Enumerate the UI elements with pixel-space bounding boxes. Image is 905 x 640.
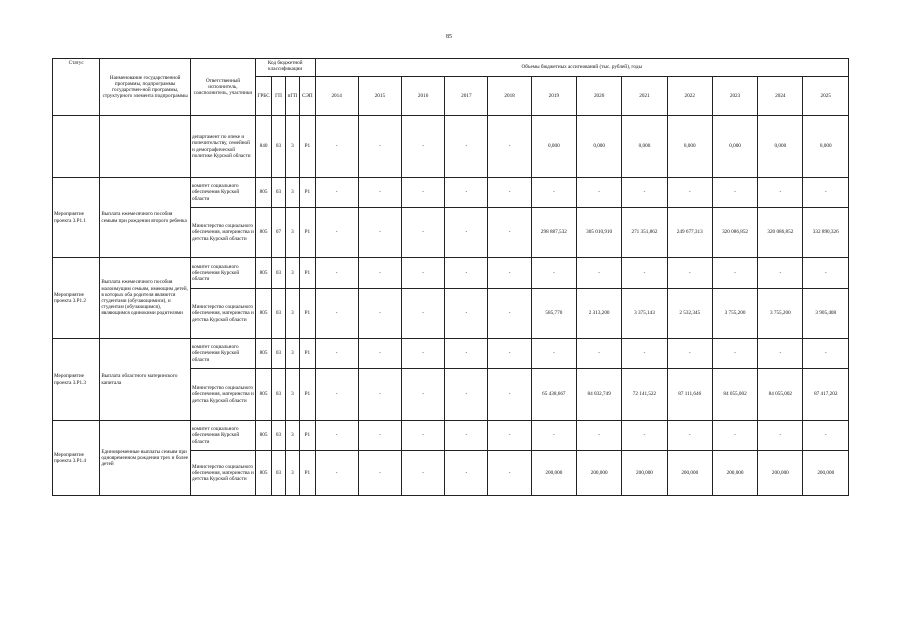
- row-code-0: 805: [255, 289, 271, 339]
- row-value-2020: -: [577, 178, 622, 208]
- row-code-2: 3: [285, 289, 299, 339]
- row-value-2016: -: [402, 208, 445, 258]
- row-value-2025: 200,000: [803, 451, 849, 496]
- row-code-0: 805: [255, 258, 271, 289]
- budget-table: [52, 58, 849, 496]
- row-name: Выплата областного материнского капитала: [100, 339, 191, 421]
- row-code-1: 03: [272, 258, 285, 289]
- header-status: Статус: [53, 59, 100, 116]
- row-code-3: P1: [300, 178, 315, 208]
- row-code-0: 805: [255, 451, 271, 496]
- row-value-2017: -: [445, 116, 488, 178]
- table-row: [53, 339, 849, 369]
- header-code-1: ГП: [272, 77, 285, 116]
- row-value-2016: -: [402, 451, 445, 496]
- row-code-3: P1: [300, 208, 315, 258]
- row-code-0: 805: [255, 178, 271, 208]
- row-code-3: P1: [300, 451, 315, 496]
- row-value-2019: 200,000: [531, 451, 576, 496]
- row-value-2021: 3 375,143: [622, 289, 667, 339]
- row-value-2020: 2 313,200: [577, 289, 622, 339]
- row-value-2014: -: [315, 451, 358, 496]
- row-value-2020: -: [577, 258, 622, 289]
- row-value-2017: -: [445, 421, 488, 451]
- row-code-3: P1: [300, 289, 315, 339]
- row-status: [53, 116, 100, 178]
- row-value-2018: -: [488, 369, 531, 421]
- row-value-2016: -: [402, 369, 445, 421]
- row-code-2: 3: [285, 258, 299, 289]
- row-value-2017: -: [445, 451, 488, 496]
- row-value-2019: -: [531, 258, 576, 289]
- row-status: Мероприятие проекта 3.P1.3: [53, 339, 100, 421]
- row-value-2024: -: [758, 178, 803, 208]
- row-value-2021: 200,000: [622, 451, 667, 496]
- row-value-2018: -: [488, 178, 531, 208]
- row-value-2022: 0,000: [667, 116, 712, 178]
- row-value-2024: -: [758, 421, 803, 451]
- row-value-2021: -: [622, 421, 667, 451]
- row-code-2: 3: [285, 369, 299, 421]
- row-code-0: 805: [255, 339, 271, 369]
- row-value-2023: -: [712, 421, 757, 451]
- row-value-2021: 271 351,862: [622, 208, 667, 258]
- header-year-11: 2025: [803, 77, 849, 116]
- row-value-2016: -: [402, 339, 445, 369]
- header-code-3: СЭП: [300, 77, 315, 116]
- row-value-2019: 585,770: [531, 289, 576, 339]
- row-name: Выплата ежемесячного пособия малоимущим семьям, имеющим детей, в которых оба родителя являются студентами (обучающимися), и студентам (обучающимся), являющимся одинокими родителями: [100, 258, 191, 339]
- row-value-2019: -: [531, 178, 576, 208]
- table-row: [53, 258, 849, 289]
- row-value-2016: -: [402, 258, 445, 289]
- row-executor: Министерство социального обеспечения, материнства и детства Курской области: [190, 451, 255, 496]
- row-value-2018: -: [488, 208, 531, 258]
- row-code-3: P1: [300, 258, 315, 289]
- row-code-0: 805: [255, 208, 271, 258]
- row-value-2020: 0,000: [577, 116, 622, 178]
- row-value-2014: -: [315, 369, 358, 421]
- row-value-2017: -: [445, 258, 488, 289]
- row-value-2016: -: [402, 116, 445, 178]
- row-code-2: 3: [285, 116, 299, 178]
- row-value-2021: 0,000: [622, 116, 667, 178]
- row-value-2019: 298 887,532: [531, 208, 576, 258]
- table-row: [53, 421, 849, 451]
- row-code-1: 03: [272, 421, 285, 451]
- page-number: 85: [446, 34, 452, 40]
- row-code-3: P1: [300, 116, 315, 178]
- row-value-2022: 2 532,345: [667, 289, 712, 339]
- row-status: Мероприятие проекта 3.P1.2: [53, 258, 100, 339]
- row-value-2019: -: [531, 421, 576, 451]
- header-year-7: 2021: [622, 77, 667, 116]
- row-code-2: 3: [285, 208, 299, 258]
- row-value-2022: -: [667, 339, 712, 369]
- row-value-2021: -: [622, 258, 667, 289]
- row-code-1: 03: [272, 369, 285, 421]
- row-value-2020: 305 010,910: [577, 208, 622, 258]
- row-value-2014: -: [315, 258, 358, 289]
- row-code-1: 03: [272, 178, 285, 208]
- row-value-2021: -: [622, 178, 667, 208]
- row-value-2020: 200,000: [577, 451, 622, 496]
- row-code-0: 805: [255, 421, 271, 451]
- row-value-2019: 65 438,667: [531, 369, 576, 421]
- header-year-4: 2018: [488, 77, 531, 116]
- row-value-2016: -: [402, 421, 445, 451]
- row-value-2015: -: [358, 116, 401, 178]
- row-code-1: 03: [272, 339, 285, 369]
- row-value-2015: -: [358, 289, 401, 339]
- row-name: [100, 116, 191, 178]
- row-value-2023: -: [712, 339, 757, 369]
- row-value-2024: 320 086,852: [758, 208, 803, 258]
- row-value-2015: -: [358, 258, 401, 289]
- row-value-2021: 72 141,522: [622, 369, 667, 421]
- header-year-0: 2014: [315, 77, 358, 116]
- row-value-2022: 87 111,646: [667, 369, 712, 421]
- header-year-6: 2020: [577, 77, 622, 116]
- row-code-1: 03: [272, 116, 285, 178]
- row-value-2014: -: [315, 208, 358, 258]
- row-value-2024: 3 755,200: [758, 289, 803, 339]
- table-body: [53, 116, 849, 496]
- row-value-2018: -: [488, 421, 531, 451]
- row-value-2023: 3 755,200: [712, 289, 757, 339]
- row-value-2014: -: [315, 116, 358, 178]
- row-value-2016: -: [402, 178, 445, 208]
- row-value-2024: -: [758, 339, 803, 369]
- header-year-5: 2019: [531, 77, 576, 116]
- row-value-2024: -: [758, 258, 803, 289]
- row-name: Единовременные выплаты семьям при одновременном рождении трех и более детей: [100, 421, 191, 496]
- table-header: [53, 59, 849, 116]
- row-value-2018: -: [488, 289, 531, 339]
- row-value-2025: 332 890,326: [803, 208, 849, 258]
- row-value-2014: -: [315, 178, 358, 208]
- row-value-2016: -: [402, 289, 445, 339]
- row-executor: Министерство социального обеспечения, материнства и детства Курской области: [190, 289, 255, 339]
- header-year-9: 2023: [712, 77, 757, 116]
- row-value-2024: 84 055,002: [758, 369, 803, 421]
- header-year-10: 2024: [758, 77, 803, 116]
- row-value-2015: -: [358, 421, 401, 451]
- row-value-2017: -: [445, 178, 488, 208]
- row-value-2018: -: [488, 258, 531, 289]
- row-value-2017: -: [445, 289, 488, 339]
- row-value-2015: -: [358, 208, 401, 258]
- row-value-2022: 249 677,313: [667, 208, 712, 258]
- row-value-2020: -: [577, 339, 622, 369]
- row-value-2014: -: [315, 339, 358, 369]
- row-value-2025: 3 905,408: [803, 289, 849, 339]
- row-value-2015: -: [358, 339, 401, 369]
- header-year-2: 2016: [402, 77, 445, 116]
- row-value-2017: -: [445, 208, 488, 258]
- row-value-2015: -: [358, 178, 401, 208]
- row-value-2022: -: [667, 258, 712, 289]
- table-row: [53, 178, 849, 208]
- row-value-2019: 0,000: [531, 116, 576, 178]
- row-value-2024: 200,000: [758, 451, 803, 496]
- row-name: Выплата ежемесячного пособия семьям при рождении второго ребенка: [100, 178, 191, 258]
- row-code-3: P1: [300, 339, 315, 369]
- row-value-2014: -: [315, 289, 358, 339]
- row-value-2018: -: [488, 116, 531, 178]
- header-name: Наименование государственной программы, подпрограммы государствен-ной программы, структурного элемента подпрограммы: [100, 59, 191, 116]
- header-year-8: 2022: [667, 77, 712, 116]
- row-value-2023: -: [712, 258, 757, 289]
- row-value-2022: -: [667, 421, 712, 451]
- row-code-0: 805: [255, 369, 271, 421]
- row-executor: комитет социального обеспечения Курской области: [190, 421, 255, 451]
- row-executor: Министерство социального обеспечения, материнства и детства Курской области: [190, 208, 255, 258]
- row-code-1: 03: [272, 451, 285, 496]
- row-value-2022: -: [667, 178, 712, 208]
- row-value-2018: -: [488, 339, 531, 369]
- row-value-2025: 87 417,202: [803, 369, 849, 421]
- row-value-2015: -: [358, 369, 401, 421]
- row-value-2018: -: [488, 451, 531, 496]
- row-code-1: 03: [272, 289, 285, 339]
- row-value-2021: -: [622, 339, 667, 369]
- row-value-2023: 200,000: [712, 451, 757, 496]
- row-value-2025: -: [803, 258, 849, 289]
- row-code-2: 3: [285, 178, 299, 208]
- row-value-2019: -: [531, 339, 576, 369]
- row-code-0: 840: [255, 116, 271, 178]
- row-code-1: 07: [272, 208, 285, 258]
- row-code-3: P1: [300, 369, 315, 421]
- row-code-3: P1: [300, 421, 315, 451]
- row-executor: комитет социального обеспечения Курской области: [190, 178, 255, 208]
- row-value-2024: 0,000: [758, 116, 803, 178]
- row-value-2015: -: [358, 451, 401, 496]
- row-value-2020: 84 032,749: [577, 369, 622, 421]
- header-code-2: пГП: [285, 77, 299, 116]
- row-value-2017: -: [445, 369, 488, 421]
- row-value-2022: 200,000: [667, 451, 712, 496]
- header-volumes: Объемы бюджетных ассигнований (тыс. рублей), годы: [315, 59, 848, 77]
- row-value-2025: 0,000: [803, 116, 849, 178]
- row-value-2020: -: [577, 421, 622, 451]
- header-code-0: ГРБС: [255, 77, 271, 116]
- row-value-2023: 84 055,002: [712, 369, 757, 421]
- row-code-2: 3: [285, 339, 299, 369]
- row-value-2025: -: [803, 178, 849, 208]
- row-code-2: 3: [285, 451, 299, 496]
- row-value-2023: 0,000: [712, 116, 757, 178]
- row-code-2: 3: [285, 421, 299, 451]
- row-executor: департамент по опеке и попечительству, семейной и демографической политике Курской области: [190, 116, 255, 178]
- header-year-3: 2017: [445, 77, 488, 116]
- row-value-2025: -: [803, 421, 849, 451]
- row-status: Мероприятие проекта 3.P1.1: [53, 178, 100, 258]
- row-executor: комитет социального обеспечения Курской области: [190, 339, 255, 369]
- table-row: [53, 116, 849, 178]
- row-value-2014: -: [315, 421, 358, 451]
- row-executor: Министерство социального обеспечения, материнства и детства Курской области: [190, 369, 255, 421]
- row-value-2023: 320 086,852: [712, 208, 757, 258]
- row-executor: комитет социального обеспечения Курской области: [190, 258, 255, 289]
- row-value-2017: -: [445, 339, 488, 369]
- row-value-2025: -: [803, 339, 849, 369]
- row-status: Мероприятие проекта 3.P1.4: [53, 421, 100, 496]
- header-executor: Ответственный исполнитель, соисполнитель, участники: [190, 59, 255, 116]
- header-year-1: 2015: [358, 77, 401, 116]
- row-value-2023: -: [712, 178, 757, 208]
- header-budget-code: Код бюджетной классификации: [255, 59, 315, 77]
